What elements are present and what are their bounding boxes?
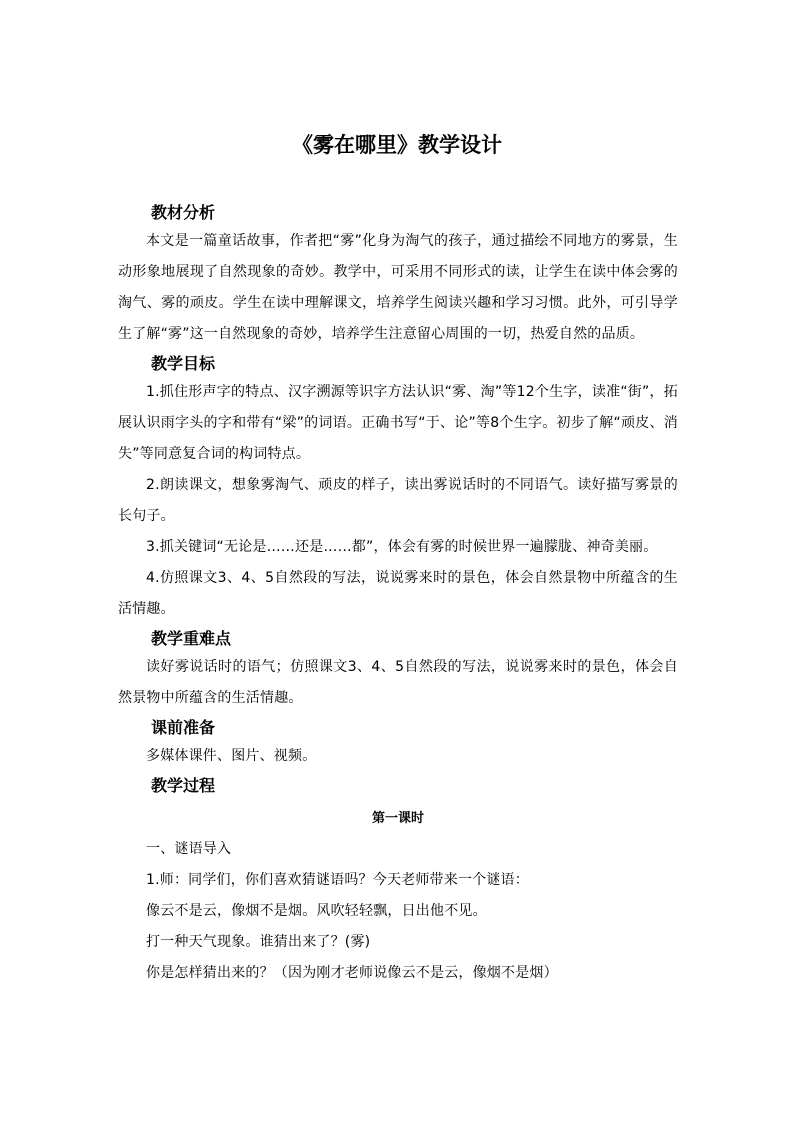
section-keypoints: [118, 625, 678, 714]
heading-keypoints: 教学重难点: [151, 629, 232, 648]
paragraph: 4.仿照课文3、4、5自然段的写法，说说雾来时的景色，体会自然景物中所蕴含的生活情趣。: [118, 570, 678, 617]
section-goals: [118, 350, 678, 625]
heading-goals: 教学目标: [151, 354, 216, 373]
document-body: [118, 199, 678, 989]
paragraph: 3.抓关键词“无论是……还是……都”，体会有雾的时候世界一遍朦胧、神奇美丽。: [146, 539, 658, 555]
document-title: 《雾在哪里》教学设计: [292, 132, 502, 157]
paragraph: 读好雾说话时的语气；仿照课文3、4、5自然段的写法，说说雾来时的景色，体会自然景物中所蕴含的生活情趣。: [118, 659, 678, 706]
section-process: [118, 772, 678, 989]
paragraph: 多媒体课件、图片、视频。: [146, 748, 317, 764]
paragraph: 2.朗读课文，想象雾淘气、顽皮的样子，读出雾说话时的不同语气。读好描写雾景的长句子。: [118, 477, 678, 524]
paragraph: 一、谜语导入: [146, 841, 232, 857]
heading-analysis: 教材分析: [151, 203, 216, 222]
paragraph: 你是怎样猜出来的？（因为刚才老师说像云不是云，像烟不是烟）: [146, 965, 558, 981]
subheading-first-lesson: 第一课时: [371, 811, 424, 826]
paragraph: 打一种天气现象。谁猜出来了？(雾): [146, 934, 371, 950]
heading-preparation: 课前准备: [151, 718, 216, 737]
paragraph: 像云不是云，像烟不是烟。风吹轻轻飘，日出他不见。: [146, 903, 487, 919]
paragraph: 本文是一篇童话故事，作者把“雾”化身为淘气的孩子，通过描绘不同地方的雾景，生动形象地展现了自然现象的奇妙。教学中，可采用不同形式的读，让学生在读中体会雾的淘气、雾的顽皮。学生在读中理解课文，培养学生阅读兴趣和学习习惯。此外，可引导学生了解“雾”这一自然现象的奇妙，培养学生注意留心周围的一切，热爱自然的品质。: [118, 233, 678, 342]
paragraph: 1.师：同学们，你们喜欢猜谜语吗？今天老师带来一个谜语：: [146, 872, 529, 888]
section-analysis: [118, 199, 678, 350]
paragraph: 1.抓住形声字的特点、汉字溯源等识字方法认识“雾、淘”等12个生字，读准“街”，拓展认识雨字头的字和带有“梁”的词语。正确书写“于、论”等8个生字。初步了解“顽皮、消失”等同意复合词的构词特点。: [118, 384, 678, 462]
heading-process: 教学过程: [151, 776, 216, 795]
section-preparation: [118, 714, 678, 772]
